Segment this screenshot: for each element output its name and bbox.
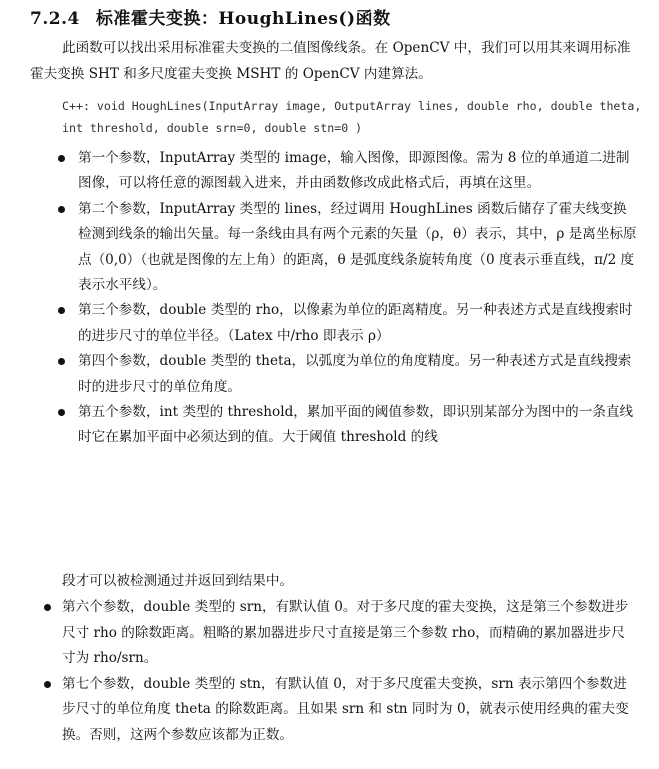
parameter-item xyxy=(0,197,659,299)
parameter-text: 第六个参数，double 类型的 srn，有默认值 0。对于多尺度的霍夫变换，这是第三个参数进步尺寸 rho 的除数距离。粗略的累加器进步尺寸直接是第三个参数 rho，而精确的累加器进步尺寸为 rho/srn。 xyxy=(62,599,629,666)
bullet-icon xyxy=(58,307,65,314)
function-signature: C++: void HoughLines(InputArray image, OutputArray lines, double rho, double theta, int threshold, double srn=0, double stn=0 ) xyxy=(62,99,642,135)
section-heading xyxy=(30,4,391,29)
section-number: 7.2.4 xyxy=(30,9,80,29)
parameter-text: 第三个参数，double 类型的 rho，以像素为单位的距离精度。另一种表述方式是直线搜索时的进步尺寸的单位半径。（Latex 中/rho 即表示 ρ） xyxy=(78,302,633,344)
section-title: 标准霍夫变换：HoughLines()函数 xyxy=(95,9,391,29)
bullet-icon xyxy=(44,604,51,611)
parameter-list-continued xyxy=(0,595,659,748)
parameter-item xyxy=(0,349,659,400)
bullet-icon xyxy=(58,358,65,365)
continuation-text: 段才可以被检测通过并返回到结果中。 xyxy=(62,573,294,589)
bullet-icon xyxy=(58,206,65,213)
parameter-item xyxy=(0,400,659,451)
parameter-list xyxy=(0,146,659,451)
parameter-item xyxy=(0,595,659,672)
bullet-icon xyxy=(58,409,65,416)
bullet-icon xyxy=(44,681,51,688)
parameter-item xyxy=(0,298,659,349)
bullet-icon xyxy=(58,155,65,162)
intro-paragraph: 此函数可以找出采用标准霍夫变换的二值图像线条。在 OpenCV 中，我们可以用其来调用标准霍夫变换 SHT 和多尺度霍夫变换 MSHT 的 OpenCV 内建算法。 xyxy=(30,40,631,82)
parameter-text: 第四个参数，double 类型的 theta，以弧度为单位的角度精度。另一种表述方式是直线搜索时的进步尺寸的单位角度。 xyxy=(78,353,632,395)
parameter-item xyxy=(0,146,659,197)
parameter-text: 第五个参数，int 类型的 threshold，累加平面的阈值参数，即识别某部分为图中的一条直线时它在累加平面中必须达到的值。大于阈值 threshold 的线 xyxy=(78,404,634,446)
parameter-text: 第七个参数，double 类型的 stn，有默认值 0，对于多尺度霍夫变换，srn 表示第四个参数进步尺寸的单位角度 theta 的除数距离。且如果 srn 和 stn 同时为 0，就表示使用经典的霍夫变换。否则，这两个参数应该都为正数。 xyxy=(62,675,629,743)
parameter-text: 第一个参数，InputArray 类型的 image，输入图像，即源图像。需为 8 位的单通道二进制图像，可以将任意的源图载入进来，并由函数修改成此格式后，再填在这里。 xyxy=(78,150,630,192)
parameter-text: 第二个参数，InputArray 类型的 lines，经过调用 HoughLines 函数后储存了霍夫线变换检测到线条的输出矢量。每一条线由具有两个元素的矢量（ρ，θ）表示，其中，ρ 是离坐标原点（0,0）（也就是图像的左上角）的距离，θ 是弧度线条旋转角度（0 度表示垂直线，π/2 度表示水平线）。 xyxy=(78,200,637,294)
parameter-item xyxy=(0,672,659,749)
